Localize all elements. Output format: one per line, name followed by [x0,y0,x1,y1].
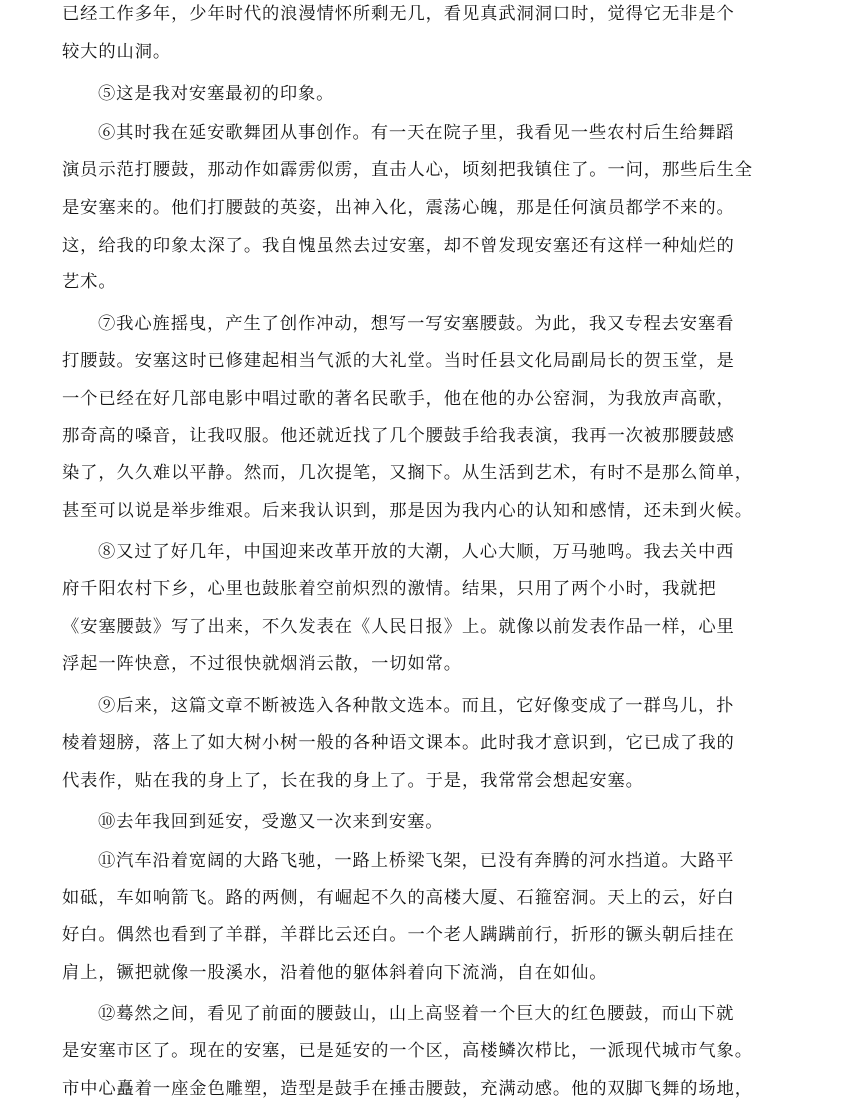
text-line: 较大的山洞。 [62,42,172,62]
text-line: 市中心矗着一座金色雕塑，造型是鼓手在捶击腰鼓，充满动感。他的双脚飞舞的场地， [62,1079,753,1099]
text-line: 府千阳农村下乡，心里也鼓胀着空前炽烈的激情。结果，只用了两个小时，我就把 [62,579,717,599]
text-line: 打腰鼓。安塞这时已修建起相当气派的大礼堂。当时任县文化局副局长的贺玉堂，是 [62,351,735,371]
text-line: 这，给我的印象太深了。我自愧虽然去过安塞，却不曾发现安塞还有这样一种灿烂的 [62,236,735,256]
paragraph-9: ⑨后来，这篇文章不断被选入各种散文选本。而且，它好像变成了一群鸟儿，扑 [98,696,735,716]
paragraph-8: ⑧又过了好几年，中国迎来改革开放的大潮，人心大顺，万马驰鸣。我去关中西 [98,542,735,562]
text-line: 代表作，贴在我的身上了，长在我的身上了。于是，我常常会想起安塞。 [62,771,644,791]
paragraph-10: ⑩去年我回到延安，受邀又一次来到安塞。 [98,812,444,832]
text-line: 一个已经在好几部电影中唱过歌的著名民歌手，他在他的办公窑洞，为我放声高歌， [62,389,735,409]
text-line: 艺术。 [62,272,117,292]
paragraph-5: ⑤这是我对安塞最初的印象。 [98,84,335,104]
text-line: 那奇高的嗓音，让我叹服。他还就近找了几个腰鼓手给我表演，我再一次被那腰鼓感 [62,426,735,446]
paragraph-6: ⑥其时我在延安歌舞团从事创作。有一天在院子里，我看见一些农村后生给舞蹈 [98,123,735,143]
text-line: 如砥，车如响箭飞。路的两侧，有崛起不久的高楼大厦、石箍窑洞。天上的云，好白 [62,888,735,908]
text-line: 演员示范打腰鼓，那动作如霹雳似雳，直击人心，顷刻把我镇住了。一问，那些后生全 [62,160,753,180]
text-line: 棱着翅膀，落上了如大树小树一般的各种语文课本。此时我才意识到，它已成了我的 [62,733,735,753]
paragraph-11: ⑪汽车沿着宽阔的大路飞驰，一路上桥梁飞架，已没有奔腾的河水挡道。大路平 [98,851,735,871]
text-line: 《安塞腰鼓》写了出来，不久发表在《人民日报》上。就像以前发表作品一样，心里 [62,617,735,637]
text-line: 是安塞市区了。现在的安塞，已是延安的一个区，高楼鳞次栉比，一派现代城市气象。 [62,1041,753,1061]
text-line: 肩上，镢把就像一股溪水，沿着他的躯体斜着向下流淌，自在如仙。 [62,963,608,983]
text-line: 染了，久久难以平静。然而，几次提笔，又搁下。从生活到艺术，有时不是那么简单， [62,463,753,483]
text-line: 浮起一阵快意，不过很快就烟消云散，一切如常。 [62,654,462,674]
text-line: 好白。偶然也看到了羊群，羊群比云还白。一个老人蹒蹒前行，折形的镢头朝后挂在 [62,925,735,945]
paragraph-12: ⑫蓦然之间，看见了前面的腰鼓山，山上高竖着一个巨大的红色腰鼓，而山下就 [98,1004,735,1024]
text-line: 甚至可以说是举步维艰。后来我认识到，那是因为我内心的认知和感情，还未到火候。 [62,501,753,521]
text-line: 是安塞来的。他们打腰鼓的英姿，出神入化，震荡心魄，那是任何演员都学不来的。 [62,198,735,218]
text-line: 已经工作多年，少年时代的浪漫情怀所剩无几，看见真武洞洞口时，觉得它无非是个 [62,4,735,24]
paragraph-7: ⑦我心旌摇曳，产生了创作冲动，想写一写安塞腰鼓。为此，我又专程去安塞看 [98,314,735,334]
